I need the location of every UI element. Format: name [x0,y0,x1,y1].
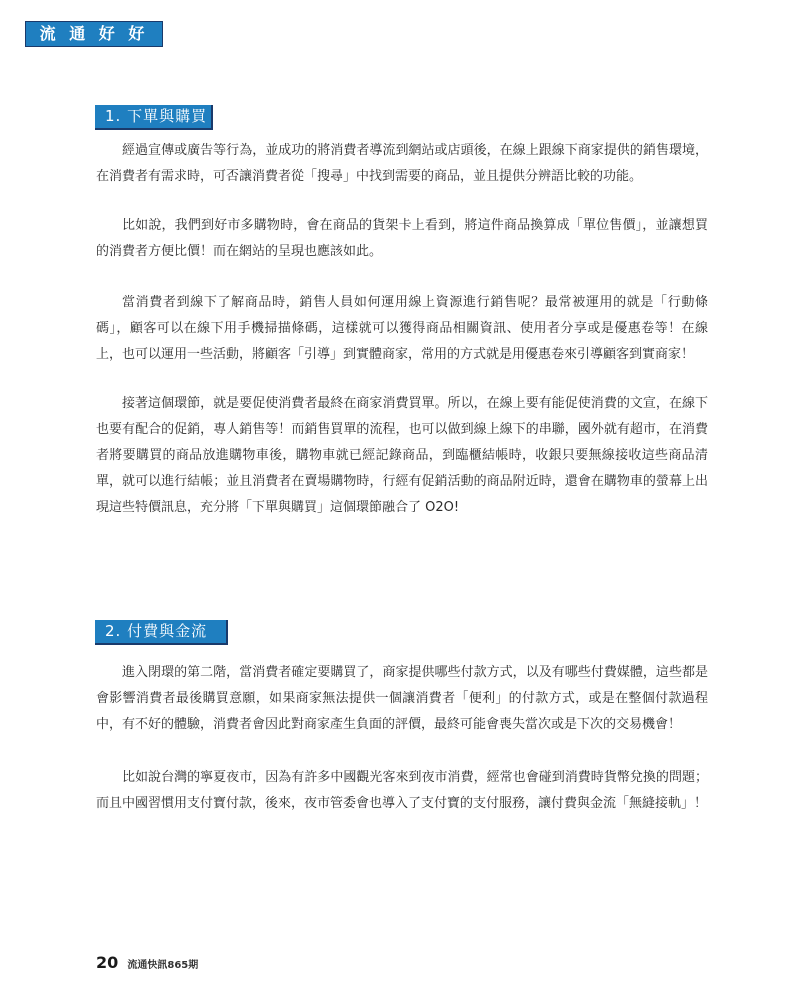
section-heading-order-purchase: 1. 下單與購買 [95,105,213,130]
publication-name: 流通快訊865期 [127,960,199,971]
page-footer [96,953,198,975]
paragraph: 進入閉環的第二階，當消費者確定要購買了，商家提供哪些付款方式，以及有哪些付費媒體，這些都是會影響消費者最後購買意願，如果商家無法提供一個讓消費者「便利」的付款方式，或是在整個付款過程中，有不好的體驗，消費者會因此對商家產生負面的評價，最終可能會喪失當次或是下次的交易機會！ [96,665,708,732]
section-heading-payment-cashflow: 2. 付費與金流 [95,620,228,645]
page-number: 20 [96,953,119,972]
paragraph: 經過宣傳或廣告等行為，並成功的將消費者導流到網站或店頭後，在線上跟線下商家提供的銷售環境，在消費者有需求時，可否讓消費者從「搜尋」中找到需要的商品，並且提供分辨語比較的功能。 [96,143,708,184]
paragraph: 當消費者到線下了解商品時，銷售人員如何運用線上資源進行銷售呢？最常被運用的就是「行動條碼」，顧客可以在線下用手機掃描條碼，這樣就可以獲得商品相關資訊、使用者分享或是優惠卷等！在線上，也可以運用一些活動，將顧客「引導」到實體商家，常用的方式就是用優惠卷來引導顧客到實商家！ [96,295,708,362]
paragraph: 接著這個環節，就是要促使消費者最終在商家消費買單。所以，在線上要有能促使消費的文宣，在線下也要有配合的促銷，專人銷售等！而銷售買單的流程，也可以做到線上線下的串聯，國外就有超市，在消費者將要購買的商品放進購物車後，購物車就已經記錄商品，到臨櫃結帳時，收銀只要無線接收這些商品清單，就可以進行結帳；並且消費者在賣場購物時，行經有促銷活動的商品附近時，還會在購物車的螢幕上出現這些特價訊息，充分將「下單與購買」這個環節融合了 O2O! [96,396,708,515]
paragraph: 比如說，我們到好市多購物時，會在商品的貨架卡上看到，將這件商品換算成「單位售價」，並讓想買的消費者方便比價！而在網站的呈現也應該如此。 [96,218,708,259]
column-title-banner: 流 通 好 好 學 [25,21,163,47]
paragraph: 比如說台灣的寧夏夜市，因為有許多中國觀光客來到夜市消費，經常也會碰到消費時貨幣兌換的問題；而且中國習慣用支付寶付款，後來，夜市管委會也導入了支付寶的支付服務，讓付費與金流「無縫接軌」！ [96,770,708,811]
